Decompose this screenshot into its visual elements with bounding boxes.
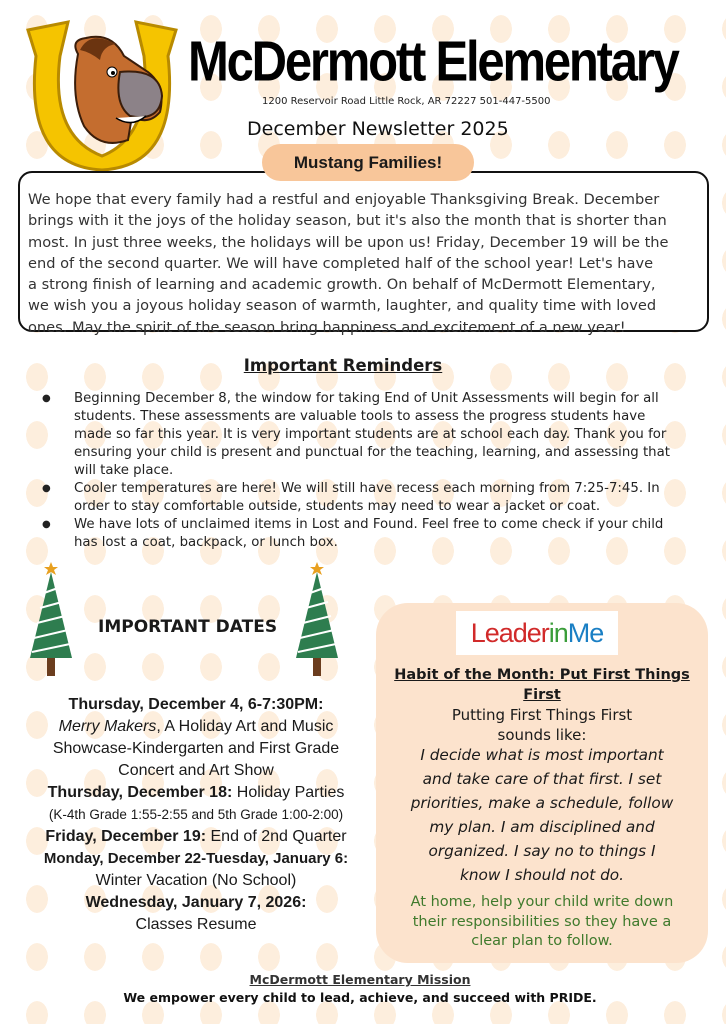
- habit-quote: I decide what is most important and take care of that first. I set priorities, make a schedule, follow my plan. I am disciplined and organized. I say no to things I know I should not do.: [410, 746, 674, 884]
- habit-heading: Habit of the Month: Put First Things First: [394, 667, 690, 703]
- event-desc: Holiday Parties: [232, 784, 345, 801]
- reminder-line: ensuring your child is present and punctual for the teaching, learning, and assessing that: [74, 445, 670, 460]
- intro-message-box: [18, 171, 709, 336]
- event-desc: End of 2nd Quarter: [206, 828, 347, 845]
- date-label: Thursday, December 4, 6-7:30PM:: [68, 696, 324, 713]
- reminder-item: [42, 390, 712, 480]
- reminder-line: will take place.: [74, 463, 174, 478]
- event-times: (K-4th Grade 1:55-2:55 and 5th Grade 1:00-2:00): [48, 807, 344, 822]
- mission-statement: We empower every child to lead, achieve, and succeed with PRIDE.: [123, 990, 597, 1005]
- mission-heading: McDermott Elementary Mission: [249, 972, 471, 987]
- intro-line: We hope that every family had a restful and enjoyable Thanksgiving Break. December: [28, 191, 660, 208]
- christmas-tree-icon: [26, 558, 76, 678]
- reminder-line: students. These assessments are valuable tools to assess the progress students have: [74, 409, 646, 424]
- event-desc: Concert and Art Show: [118, 762, 274, 779]
- event-desc: Showcase-Kindergarten and First Grade: [52, 740, 340, 757]
- reminder-line: order to stay comfortable outside, students may need to wear a jacket or coat.: [74, 499, 601, 514]
- intro-line: end of the second quarter. We will have completed half of the school year! Let's have: [28, 254, 654, 272]
- mustang-horseshoe-logo: [20, 16, 185, 174]
- reminders-heading: Important Reminders: [243, 356, 443, 375]
- reminder-item: [42, 480, 712, 516]
- reminder-line: made so far this year. It is very important students are at school each day. Thank you for: [74, 427, 667, 442]
- school-address: 1200 Reservoir Road Little Rock, AR 72227 501-447-5500: [262, 96, 551, 107]
- reminder-line: ● Beginning December 8, the window for taking End of Unit Assessments will begin for all: [74, 391, 659, 406]
- reminder-line: ● We have lots of unclaimed items in Lost and Found. Feel free to come check if your child: [74, 517, 664, 532]
- intro-line: we wish you a joyous holiday season of warmth, laughter, and quality time with loved: [28, 297, 657, 315]
- intro-line: brings with it the joys of the holiday season, but it's also the month that is shorter than: [28, 212, 667, 230]
- reminder-line: has lost a coat, backpack, or lunch box.: [74, 535, 338, 550]
- date-label: Thursday, December 18:: [47, 784, 233, 801]
- habit-of-month-card: [376, 603, 708, 963]
- important-dates-list: [20, 694, 372, 936]
- intro-line: most. In just three weeks, the holidays will be upon us! Friday, December 19 will be the: [28, 233, 669, 251]
- leader-in-me-logo: LeaderinMe: [456, 611, 618, 655]
- date-label: Friday, December 19:: [45, 828, 207, 845]
- christmas-tree-icon: [292, 558, 342, 678]
- greeting-badge: Mustang Families!: [262, 144, 474, 181]
- date-label: Wednesday, January 7, 2026:: [85, 894, 307, 911]
- habit-subheading: Putting First Things First sounds like:: [451, 706, 633, 744]
- school-name: McDermott Elementary: [188, 30, 678, 94]
- reminder-item: [42, 516, 712, 552]
- event-desc: Winter Vacation (No School): [95, 872, 297, 889]
- date-label: Monday, December 22-Tuesday, January 6:: [43, 850, 349, 867]
- intro-line: a strong finish of learning and academic growth. On behalf of McDermott Elementary,: [28, 276, 656, 294]
- event-name: Merry Makers: [58, 718, 157, 735]
- home-tip: At home, help your child write down their responsibilities so they have a clear plan to follow.: [410, 894, 674, 949]
- reminder-line: ● Cooler temperatures are here! We will still have recess each morning from 7:25-7:45. In: [74, 481, 660, 496]
- reminders-list: [42, 390, 712, 552]
- newsletter-title: December Newsletter 2025: [247, 118, 509, 140]
- event-desc: Classes Resume: [135, 916, 257, 933]
- important-dates-heading: IMPORTANT DATES: [98, 617, 278, 637]
- intro-line: ones. May the spirit of the season bring happiness and excitement of a new year!: [28, 318, 626, 336]
- event-desc: , A Holiday Art and Music: [156, 718, 334, 735]
